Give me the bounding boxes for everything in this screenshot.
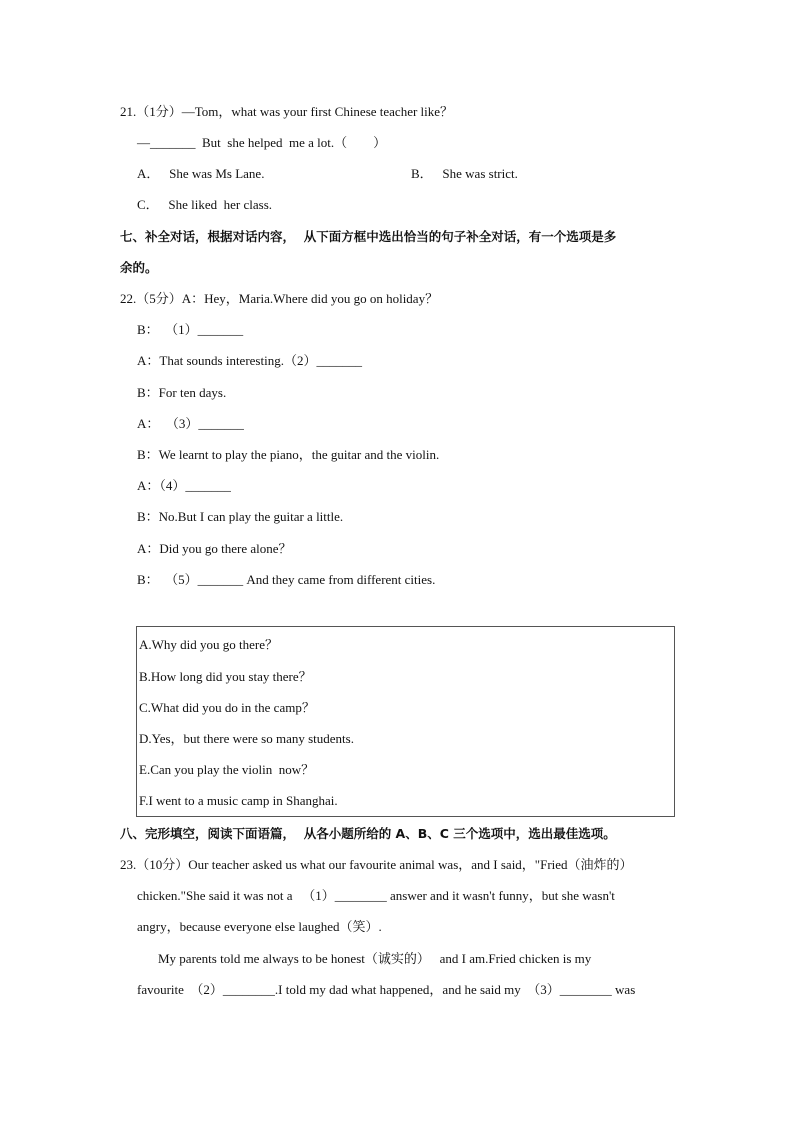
q22-dialog-line: A：That sounds interesting.（2）_______ [137, 353, 362, 368]
q23-line: chicken."She said it was not a （1）________ answer and it wasn't funny，but she wasn't [137, 888, 615, 903]
q22-dialog-line: B： （1）_______ [137, 322, 244, 337]
q21-option-c[interactable]: C． She liked her class. [137, 197, 273, 212]
q22-dialog-line: A：（4）_______ [137, 478, 231, 493]
box-option-f[interactable]: F.I went to a music camp in Shanghai. [139, 793, 338, 808]
q22-dialog-line: B：We learnt to play the piano，the guitar and the violin. [137, 447, 440, 462]
section7-heading-line2: 余的。 [120, 260, 158, 275]
q22-dialog-line: B：No.But I can play the guitar a little. [137, 509, 344, 524]
box-option-c[interactable]: C.What did you do in the camp？ [139, 700, 315, 715]
box-option-a[interactable]: A.Why did you go there？ [139, 637, 279, 652]
q21-reply: —_______ But she helped me a lot.（ ） [137, 135, 387, 150]
box-option-b[interactable]: B.How long did you stay there？ [139, 669, 312, 684]
q23-line: favourite （2）________.I told my dad what happened，and he said my （3）________ was [137, 982, 636, 997]
box-option-e[interactable]: E.Can you play the violin now？ [139, 762, 315, 777]
q23-line: 23.（10分）Our teacher asked us what our favourite animal was，and I said，"Fried（油炸的） [120, 857, 633, 872]
q23-line: My parents told me always to be honest（诚实的） and I am.Fried chicken is my [158, 951, 592, 966]
section7-heading-line1: 七、补全对话，根据对话内容， 从下面方框中选出恰当的句子补全对话，有一个选项是多 [120, 229, 617, 244]
options-box [136, 626, 675, 817]
box-option-d[interactable]: D.Yes，but there were so many students. [139, 731, 354, 746]
q21-option-a[interactable]: A． She was Ms Lane. [137, 166, 265, 181]
q22-stem: 22.（5分）A：Hey，Maria.Where did you go on holiday？ [120, 291, 439, 306]
q21-stem: 21.（1分）—Tom，what was your first Chinese teacher like？ [120, 104, 454, 119]
section8-heading: 八、完形填空，阅读下面语篇， 从各小题所给的 A、B、C 三个选项中，选出最佳选项。 [120, 826, 616, 841]
q21-option-b[interactable]: B． She was strict. [411, 166, 518, 181]
q22-dialog-line: A： （3）_______ [137, 416, 244, 431]
q22-dialog-line: B： （5）_______ And they came from different cities. [137, 572, 436, 587]
q22-dialog-line: B：For ten days. [137, 385, 227, 400]
q23-line: angry，because everyone else laughed（笑）. [137, 919, 382, 934]
q22-dialog-line: A：Did you go there alone？ [137, 541, 292, 556]
